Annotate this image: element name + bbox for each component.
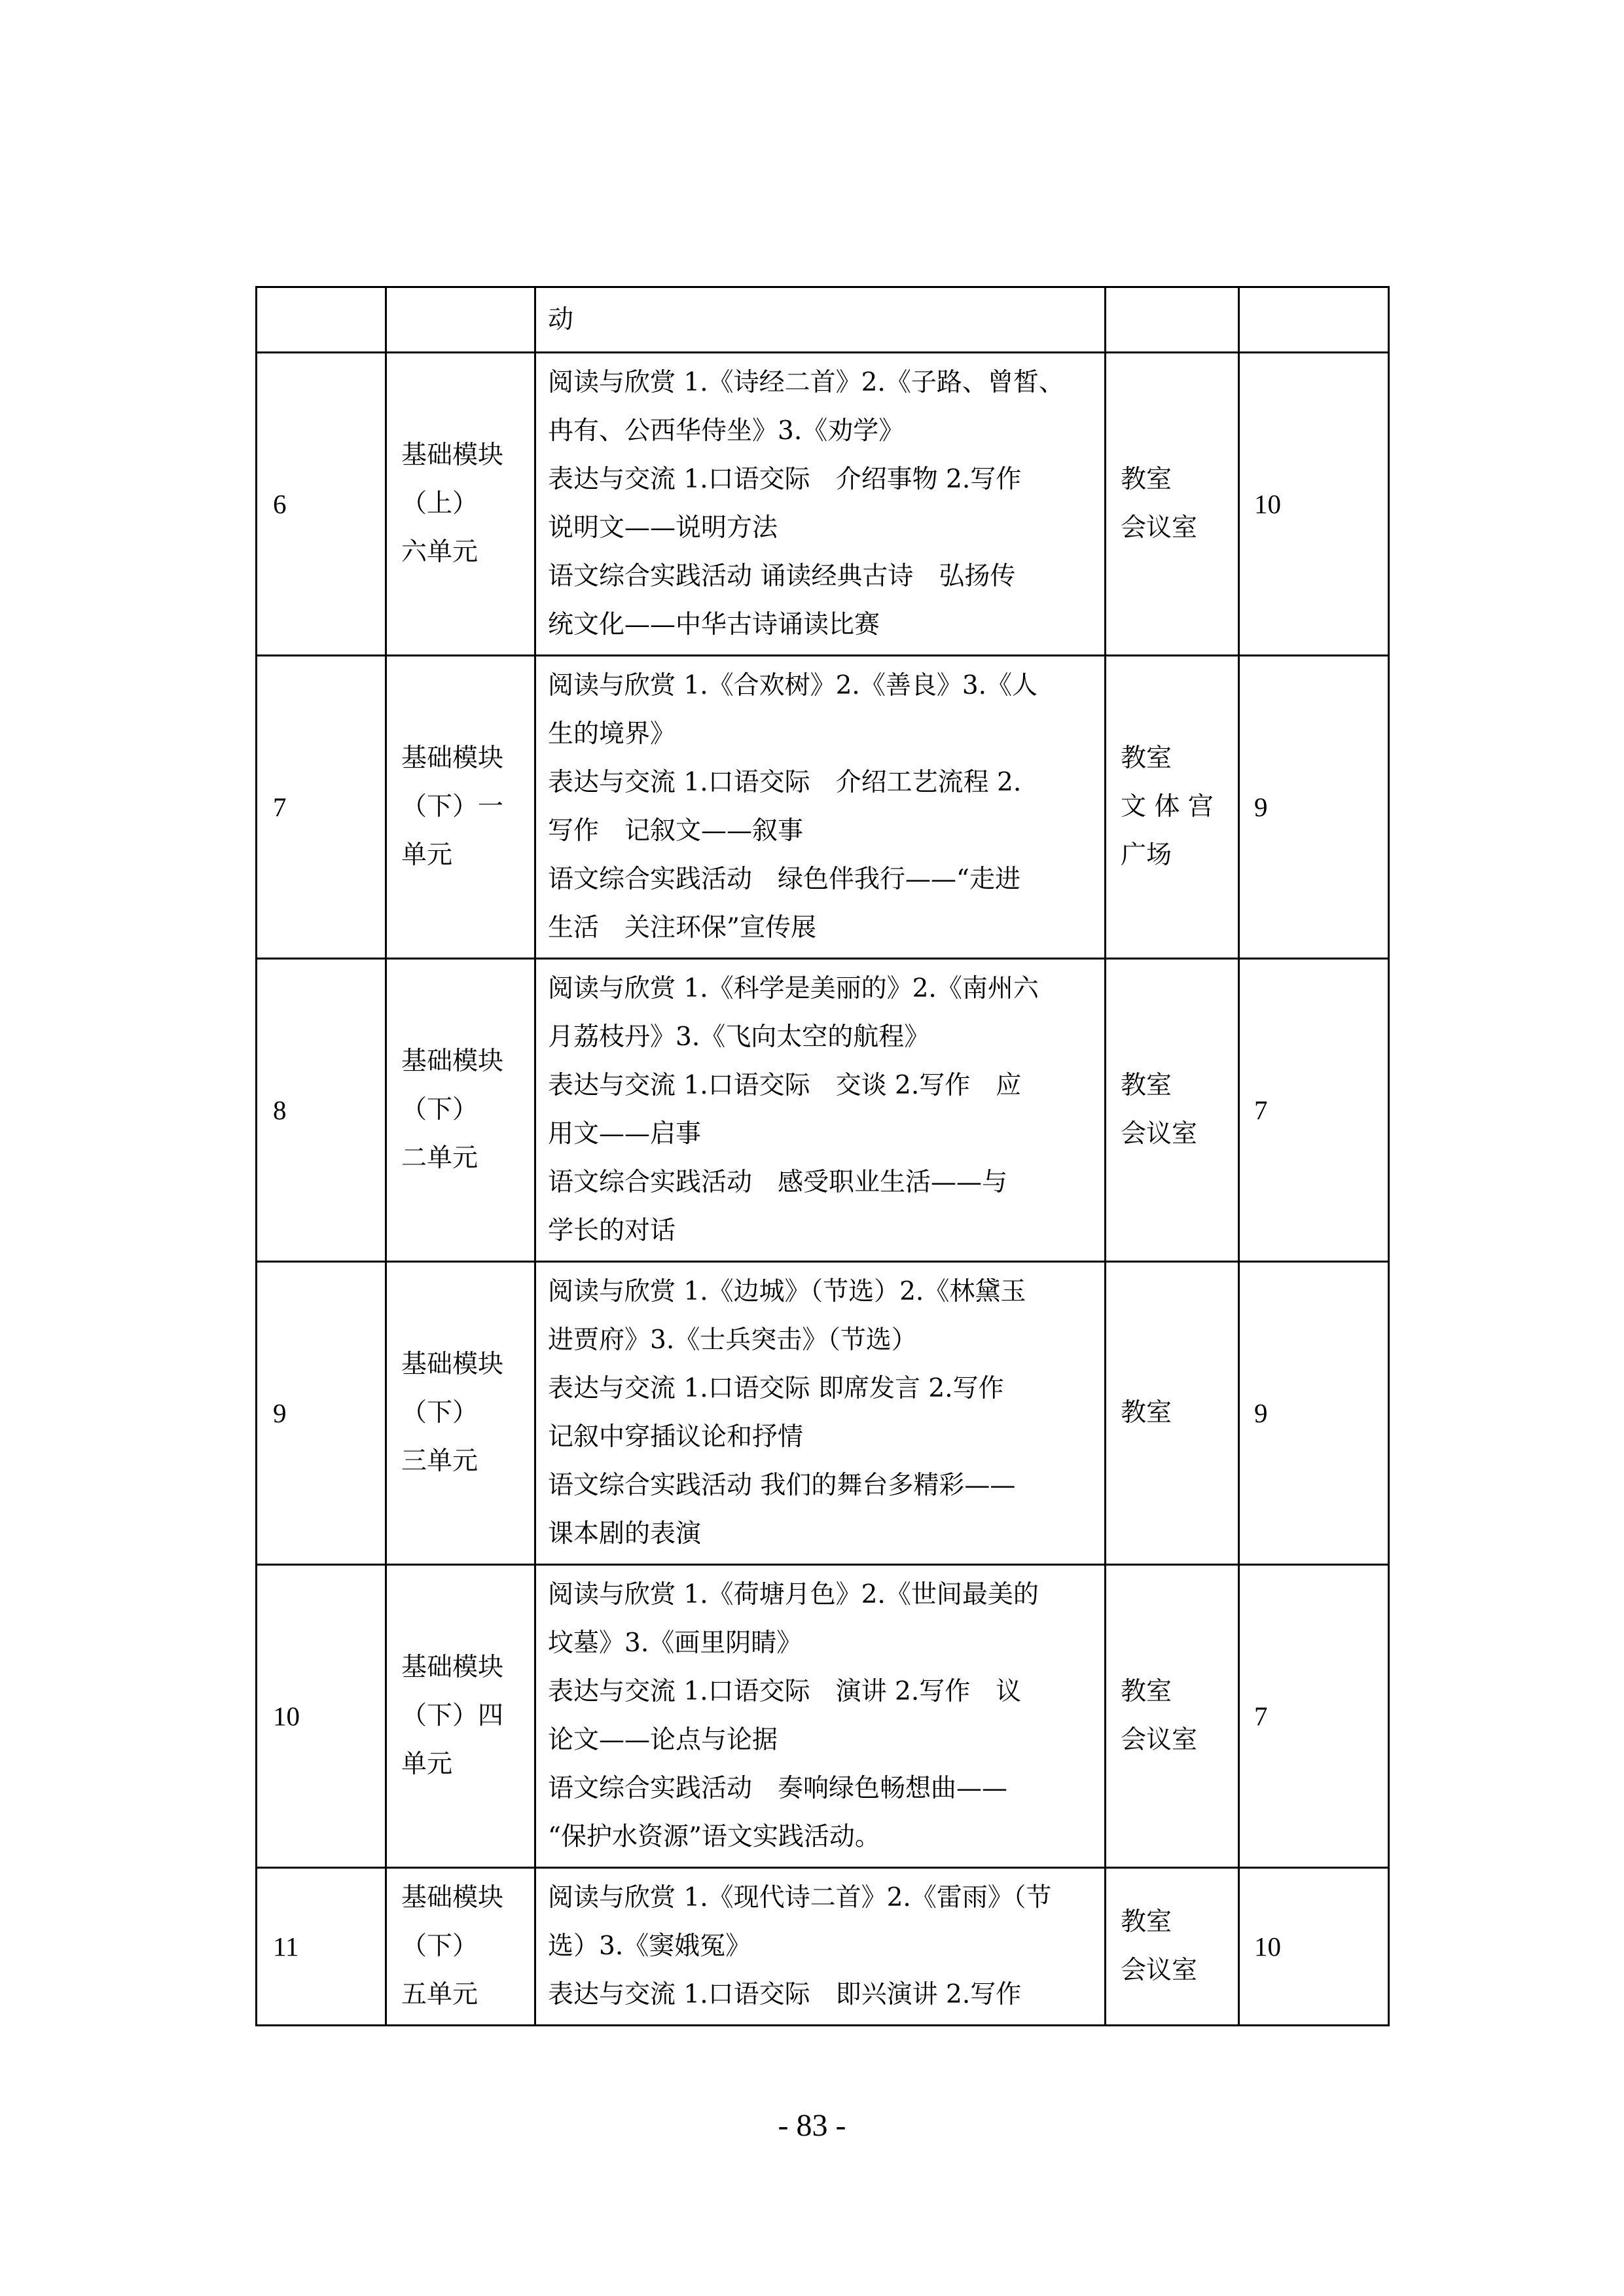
num-cell: 11 (257, 1868, 386, 2026)
content-line: 论文——论点与论据 (548, 1725, 778, 1755)
content-line: 语文综合实践活动 绿色伴我行——“走进 (548, 865, 1020, 894)
num-cell: 10 (257, 1565, 386, 1868)
content-line: 选）3.《窦娥冤》 (548, 1931, 751, 1961)
content-line: 表达与交流 1.口语交际 演讲 2.写作 议 (548, 1677, 1022, 1706)
venue-line: 教室 (1121, 465, 1172, 494)
content-line: 表达与交流 1.口语交际 介绍工艺流程 2. (548, 768, 1022, 797)
content-line: “保护水资源”语文实践活动。 (548, 1822, 880, 1852)
module-line: （上） (401, 489, 478, 518)
num-cell: 7 (257, 656, 386, 959)
content-cell (535, 287, 1106, 353)
num-cell: 6 (257, 353, 386, 656)
content-line: 课本剧的表演 (548, 1519, 702, 1549)
table-row (257, 1262, 1389, 1565)
module-line: 基础模块 (401, 1350, 504, 1379)
table-row (257, 1565, 1389, 1868)
content-line: 表达与交流 1.口语交际 即席发言 2.写作 (548, 1374, 1004, 1403)
venue-cell (1106, 1262, 1239, 1565)
content-line: 生活 关注环保”宣传展 (548, 913, 816, 942)
module-line: 五单元 (401, 1980, 478, 2009)
content-cell (535, 656, 1106, 959)
venue-line: 会议室 (1121, 1119, 1198, 1149)
content-cell (535, 1565, 1106, 1868)
content-cell (535, 1868, 1106, 2026)
venue-line: 教室 (1121, 1398, 1172, 1427)
module-cell (386, 287, 535, 353)
venue-cell (1106, 1565, 1239, 1868)
content-line: 表达与交流 1.口语交际 即兴演讲 2.写作 (548, 1980, 1022, 2009)
content-line: 用文——启事 (548, 1119, 702, 1149)
module-cell (386, 1262, 535, 1565)
module-line: （下） (401, 1931, 478, 1961)
module-cell (386, 959, 535, 1262)
module-line: 基础模块 (401, 440, 504, 470)
table-row (257, 1868, 1389, 2026)
venue-line: 会议室 (1121, 1956, 1198, 1985)
venue-line: 会议室 (1121, 1725, 1198, 1755)
venue-cell (1106, 1868, 1239, 2026)
hours-cell: 9 (1239, 1262, 1389, 1565)
hours-cell: 7 (1239, 1565, 1389, 1868)
module-cell (386, 656, 535, 959)
curriculum-table (255, 286, 1390, 2026)
module-line: （下） (401, 1398, 478, 1427)
hours-cell: 7 (1239, 959, 1389, 1262)
hours-cell: 10 (1239, 1868, 1389, 2026)
content-line: 语文综合实践活动 感受职业生活——与 (548, 1168, 1008, 1197)
content-line: 阅读与欣赏 1.《合欢树》2.《善良》3.《人 (548, 671, 1038, 700)
venue-line: 文 体 宫 (1121, 792, 1214, 821)
venue-line: 教室 (1121, 1907, 1172, 1937)
content-line: 语文综合实践活动 我们的舞台多精彩—— (548, 1471, 1016, 1500)
module-line: 基础模块 (401, 1883, 504, 1912)
module-line: （下）四 (401, 1701, 504, 1731)
venue-line: 教室 (1121, 1677, 1172, 1706)
page-number: - 83 - (778, 2108, 846, 2143)
venue-line: 会议室 (1121, 513, 1198, 543)
content-line: 生的境界》 (548, 719, 676, 749)
content-line: 学长的对话 (548, 1216, 676, 1246)
content-line: 阅读与欣赏 1.《科学是美丽的》2.《南州六 (548, 974, 1039, 1003)
hours-cell (1239, 287, 1389, 353)
module-line: 基础模块 (401, 1047, 504, 1076)
content-line: 记叙中穿插议论和抒情 (548, 1422, 804, 1452)
module-cell (386, 1868, 535, 2026)
content-line: 表达与交流 1.口语交际 介绍事物 2.写作 (548, 465, 1022, 494)
venue-line: 广场 (1121, 840, 1172, 870)
content-line: 写作 记叙文——叙事 (548, 816, 804, 846)
venue-cell (1106, 656, 1239, 959)
content-line: 语文综合实践活动 诵读经典古诗 弘扬传 (548, 562, 1016, 591)
module-line: （下） (401, 1095, 478, 1124)
module-line: 六单元 (401, 537, 478, 567)
venue-cell (1106, 287, 1239, 353)
content-cell (535, 353, 1106, 656)
content-line: 阅读与欣赏 1.《现代诗二首》2.《雷雨》（节 (548, 1883, 1052, 1912)
content-line: 阅读与欣赏 1.《诗经二首》2.《子路、曾皙、 (548, 368, 1064, 397)
content-line: 阅读与欣赏 1.《边城》（节选）2.《林黛玉 (548, 1277, 1026, 1306)
venue-line: 教室 (1121, 744, 1172, 773)
module-line: （下）一 (401, 792, 504, 821)
content-line: 统文化——中华古诗诵读比赛 (548, 610, 880, 639)
content-cell (535, 1262, 1106, 1565)
module-line: 单元 (401, 1749, 453, 1779)
content-line: 冉有、公西华侍坐》3.《劝学》 (548, 416, 905, 446)
num-cell: 9 (257, 1262, 386, 1565)
content-line: 说明文——说明方法 (548, 513, 778, 543)
module-line: 二单元 (401, 1143, 478, 1173)
module-line: 单元 (401, 840, 453, 870)
hours-cell: 10 (1239, 353, 1389, 656)
content-line: 坟墓》3.《画里阴睛》 (548, 1628, 803, 1658)
content-line: 月荔枝丹》3.《飞向太空的航程》 (548, 1022, 930, 1052)
module-line: 基础模块 (401, 744, 504, 773)
venue-cell (1106, 353, 1239, 656)
hours-cell: 9 (1239, 656, 1389, 959)
num-cell: 8 (257, 959, 386, 1262)
module-cell (386, 353, 535, 656)
module-line: 三单元 (401, 1446, 478, 1476)
content-line: 语文综合实践活动 奏响绿色畅想曲—— (548, 1774, 1008, 1803)
content-line: 阅读与欣赏 1.《荷塘月色》2.《世间最美的 (548, 1580, 1039, 1609)
table-row (257, 959, 1389, 1262)
venue-line: 教室 (1121, 1071, 1172, 1100)
module-cell (386, 1565, 535, 1868)
table-row-continuation (257, 287, 1389, 353)
module-line: 基础模块 (401, 1653, 504, 1682)
venue-cell (1106, 959, 1239, 1262)
content-line: 进贾府》3.《士兵突击》（节选） (548, 1325, 917, 1355)
table-row (257, 353, 1389, 656)
num-cell (257, 287, 386, 353)
table-row (257, 656, 1389, 959)
content-cell (535, 959, 1106, 1262)
content-line: 表达与交流 1.口语交际 交谈 2.写作 应 (548, 1071, 1022, 1100)
content-line: 动 (548, 304, 574, 334)
